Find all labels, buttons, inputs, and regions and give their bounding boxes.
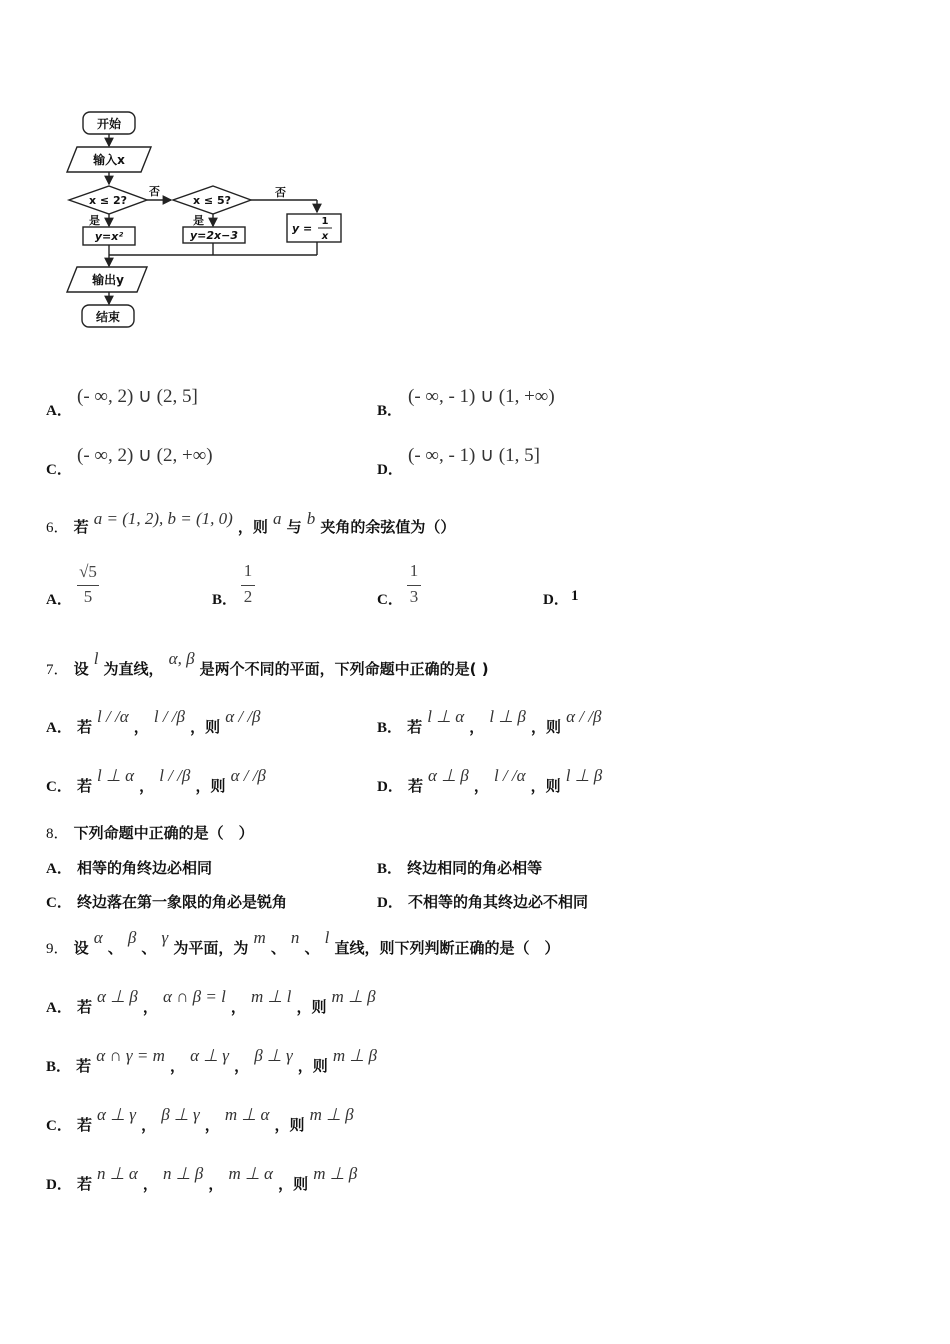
q9-b-math: α ∩ γ = m bbox=[96, 1046, 165, 1065]
flow-no1: 否 bbox=[149, 185, 160, 198]
q9-c-math: m ⊥ β bbox=[309, 1105, 354, 1124]
q8-a-text: 相等的角终边必相同 bbox=[76, 859, 212, 877]
q9-text: 、 bbox=[107, 939, 123, 957]
q6-c-den: 3 bbox=[409, 587, 419, 606]
q8-option-d bbox=[377, 891, 588, 912]
q7-math-l: l bbox=[93, 649, 99, 668]
q9-c-text: ， bbox=[204, 1116, 220, 1134]
q9-a-math: m ⊥ β bbox=[331, 987, 376, 1006]
q9-d-text: ， bbox=[142, 1175, 158, 1193]
q6-b-fracline bbox=[241, 585, 255, 586]
q7-d-math: l / /α bbox=[493, 766, 526, 785]
q8-d-text: 不相等的角其终边必不相同 bbox=[407, 893, 588, 911]
q8-a-label: A． bbox=[46, 861, 72, 877]
q7-option-c bbox=[46, 765, 266, 795]
q8-option-b bbox=[377, 857, 542, 878]
q7-option-d bbox=[377, 765, 603, 795]
q7-a-text: ， bbox=[133, 718, 149, 736]
q9-d-math: m ⊥ β bbox=[313, 1164, 358, 1183]
q6-d-label: D． bbox=[543, 592, 569, 608]
q9-math: n bbox=[290, 928, 300, 947]
q9-b-math: β ⊥ γ bbox=[254, 1046, 293, 1065]
q5-a-expr: (- ∞, 2) ∪ (2, 5] bbox=[77, 386, 198, 407]
q9-math: β bbox=[127, 928, 137, 947]
q9-c-text: ， bbox=[141, 1116, 157, 1134]
q7-c-math: l / /β bbox=[159, 766, 191, 785]
q6-c-fracline bbox=[407, 585, 421, 586]
q9-math: γ bbox=[161, 928, 169, 947]
q7-b-math: l ⊥ α bbox=[427, 707, 465, 726]
q9-d-math: m ⊥ α bbox=[228, 1164, 273, 1183]
q8-c-label: C． bbox=[46, 895, 72, 911]
q9-d-math: n ⊥ α bbox=[97, 1164, 138, 1183]
q5-c-expr: (- ∞, 2) ∪ (2, +∞) bbox=[77, 445, 213, 466]
q7-b-math: α / /β bbox=[566, 707, 602, 726]
q9-math: m bbox=[253, 928, 266, 947]
flow-box3-lhs: y = bbox=[292, 222, 313, 235]
flow-box1-text: y=x² bbox=[94, 230, 124, 243]
q9-a-text: ， bbox=[142, 998, 158, 1016]
q5-d-label: D． bbox=[377, 462, 403, 478]
q8-option-a bbox=[46, 857, 212, 878]
q9-b-label: B． bbox=[46, 1059, 72, 1075]
q7-text: 是两个不同的平面，下列命题中正确的是( ) bbox=[199, 660, 489, 678]
q9-c-text: ，则 bbox=[274, 1116, 305, 1134]
q8-b-label: B． bbox=[377, 861, 403, 877]
flow-output-text: 输出y bbox=[92, 273, 124, 287]
q7-a-label: A． bbox=[46, 720, 72, 736]
q9-math: l bbox=[324, 928, 330, 947]
q7-a-text: 若 bbox=[76, 718, 92, 736]
q9-b-text: ， bbox=[169, 1057, 185, 1075]
q9-c-math: β ⊥ γ bbox=[161, 1105, 200, 1124]
q7-d-text: ，则 bbox=[530, 777, 561, 795]
q9-d-text: 若 bbox=[76, 1175, 92, 1193]
q7-a-math: α / /β bbox=[225, 707, 261, 726]
q6-b-label: B． bbox=[212, 592, 238, 608]
q9-b-text: 若 bbox=[76, 1057, 92, 1075]
q9-d-label: D． bbox=[46, 1177, 72, 1193]
q9-c-math: α ⊥ γ bbox=[97, 1105, 136, 1124]
q9-stem bbox=[46, 927, 560, 957]
q6-text: 夹角的余弦值为（） bbox=[320, 518, 456, 536]
q7-math-planes: α, β bbox=[168, 649, 195, 668]
flow-box3-den: x bbox=[321, 231, 329, 242]
q6-b-num: 1 bbox=[243, 561, 253, 580]
q8-d-label: D． bbox=[377, 895, 403, 911]
q7-d-math: l ⊥ β bbox=[565, 766, 603, 785]
q6-a-fracline bbox=[77, 585, 99, 586]
q7-a-text: ，则 bbox=[190, 718, 221, 736]
q9-text: 、 bbox=[270, 939, 286, 957]
q9-b-text: ，则 bbox=[297, 1057, 328, 1075]
q5-b-label: B． bbox=[377, 403, 403, 419]
flow-box2-text: y=2x−3 bbox=[189, 229, 239, 242]
flow-start-text: 开始 bbox=[96, 117, 122, 131]
q9-math: α bbox=[93, 928, 103, 947]
q7-c-math: α / /β bbox=[230, 766, 266, 785]
q9-a-label: A． bbox=[46, 1000, 72, 1016]
q9-a-math: α ⊥ β bbox=[97, 987, 138, 1006]
q9-a-text: 若 bbox=[76, 998, 92, 1016]
q7-b-text: ，则 bbox=[530, 718, 561, 736]
flow-end-text: 结束 bbox=[95, 310, 121, 324]
q6-math-a: a bbox=[273, 509, 282, 528]
q9-option-a bbox=[46, 986, 376, 1016]
q9-c-text: 若 bbox=[76, 1116, 92, 1134]
q9-number: 9． bbox=[46, 941, 69, 957]
q7-c-label: C． bbox=[46, 779, 72, 795]
q7-text: 为直线， bbox=[103, 660, 164, 678]
q6-number: 6． bbox=[46, 520, 69, 536]
q6-a-label: A． bbox=[46, 592, 72, 608]
q7-option-b bbox=[377, 706, 602, 736]
q7-number: 7． bbox=[46, 662, 69, 678]
q9-text: 、 bbox=[141, 939, 157, 957]
q9-option-b bbox=[46, 1045, 377, 1075]
q6-a-num: √5 bbox=[79, 562, 97, 581]
q6-c-num: 1 bbox=[409, 561, 419, 580]
q9-a-math: α ∩ β = l bbox=[162, 987, 226, 1006]
q9-c-math: m ⊥ α bbox=[224, 1105, 270, 1124]
flow-no2: 否 bbox=[275, 186, 286, 199]
q7-text: 设 bbox=[73, 660, 89, 678]
q6-math-b: b bbox=[306, 509, 316, 528]
flow-cond1-text: x ≤ 2? bbox=[88, 194, 128, 207]
q6-d-value: 1 bbox=[571, 588, 579, 604]
q9-text: 、 bbox=[304, 939, 320, 957]
q7-d-label: D． bbox=[377, 779, 403, 795]
q8-b-text: 终边相同的角必相等 bbox=[407, 859, 543, 877]
q8-c-text: 终边落在第一象限的角必是锐角 bbox=[76, 893, 287, 911]
q7-a-math: l / /β bbox=[153, 707, 185, 726]
q9-c-label: C． bbox=[46, 1118, 72, 1134]
q7-option-a bbox=[46, 706, 261, 736]
q5-d-expr: (- ∞, - 1) ∪ (1, 5] bbox=[408, 445, 540, 466]
q9-option-c bbox=[46, 1104, 354, 1134]
q6-stem bbox=[46, 508, 455, 538]
flowchart bbox=[55, 100, 355, 350]
q9-b-math: m ⊥ β bbox=[332, 1046, 377, 1065]
q7-d-text: ， bbox=[473, 777, 489, 795]
q9-b-text: ， bbox=[234, 1057, 250, 1075]
q6-b-den: 2 bbox=[243, 587, 253, 606]
q7-b-math: l ⊥ β bbox=[489, 707, 526, 726]
q7-stem bbox=[46, 648, 489, 678]
q5-b-expr: (- ∞, - 1) ∪ (1, +∞) bbox=[408, 386, 555, 407]
q6-c-label: C． bbox=[377, 592, 403, 608]
q6-math-vectors: a = (1, 2), b = (1, 0) bbox=[93, 509, 233, 528]
flow-yes1: 是 bbox=[89, 214, 100, 227]
q8-stem bbox=[46, 822, 254, 843]
q7-c-text: ，则 bbox=[195, 777, 226, 795]
q5-c-label: C． bbox=[46, 462, 72, 478]
q9-text: 设 bbox=[73, 939, 89, 957]
q7-d-math: α ⊥ β bbox=[428, 766, 469, 785]
q6-a-den: 5 bbox=[83, 587, 93, 606]
q7-d-text: 若 bbox=[407, 777, 423, 795]
q8-text: 下列命题中正确的是（ ） bbox=[73, 824, 254, 842]
q8-option-c bbox=[46, 891, 287, 912]
q9-a-math: m ⊥ l bbox=[251, 987, 292, 1006]
q5-a-label: A． bbox=[46, 403, 72, 419]
q9-b-math: α ⊥ γ bbox=[190, 1046, 230, 1065]
q7-c-math: l ⊥ α bbox=[97, 766, 135, 785]
q9-a-text: ， bbox=[230, 998, 246, 1016]
q7-c-text: 若 bbox=[76, 777, 92, 795]
q9-d-text: ，则 bbox=[278, 1175, 309, 1193]
q9-option-d bbox=[46, 1163, 358, 1193]
q9-d-text: ， bbox=[208, 1175, 224, 1193]
q6-text: 与 bbox=[286, 518, 302, 536]
q7-b-text: 若 bbox=[407, 718, 423, 736]
q7-b-text: ， bbox=[469, 718, 485, 736]
flow-yes2: 是 bbox=[193, 214, 204, 227]
q9-text: 直线，则下列判断正确的是（ ） bbox=[334, 939, 560, 957]
q9-d-math: n ⊥ β bbox=[162, 1164, 204, 1183]
q7-c-text: ， bbox=[139, 777, 155, 795]
q9-a-text: ，则 bbox=[296, 998, 327, 1016]
q8-number: 8． bbox=[46, 826, 69, 842]
flow-box3-num: 1 bbox=[321, 216, 329, 227]
flow-input-text: 输入x bbox=[93, 153, 125, 167]
flow-cond2-text: x ≤ 5? bbox=[192, 194, 232, 207]
q6-text: ，则 bbox=[237, 518, 268, 536]
q6-text: 若 bbox=[73, 518, 89, 536]
q9-text: 为平面，为 bbox=[173, 939, 249, 957]
q7-b-label: B． bbox=[377, 720, 403, 736]
q7-a-math: l / /α bbox=[97, 707, 129, 726]
